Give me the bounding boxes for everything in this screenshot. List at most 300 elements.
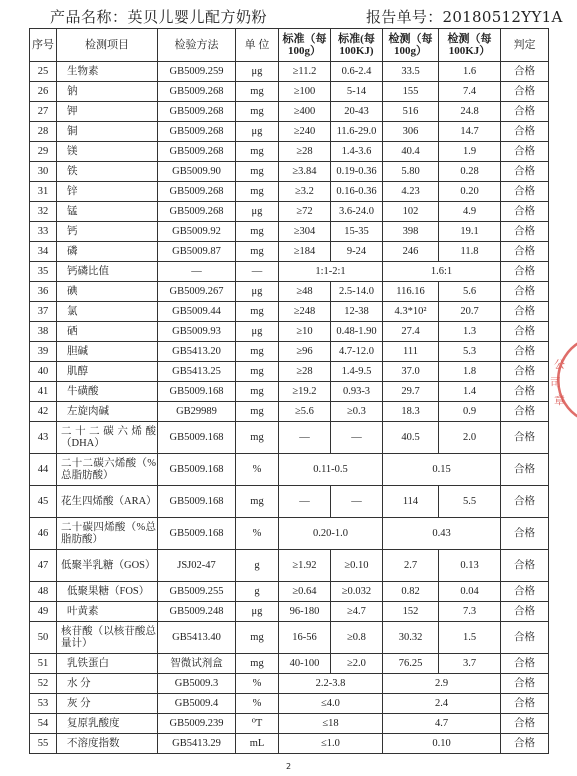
- cell-unit: mg: [236, 622, 279, 654]
- cell-detected-merged: 4.7: [383, 714, 501, 734]
- cell-method: GB5009.168: [158, 422, 236, 454]
- report-header: [0, 4, 577, 28]
- table-row: [30, 486, 549, 518]
- cell-std-100g: 40-100: [279, 654, 331, 674]
- table-row: [30, 582, 549, 602]
- table-row: [30, 322, 549, 342]
- cell-method: GB5413.25: [158, 362, 236, 382]
- cell-std-100kj: 20-43: [331, 102, 383, 122]
- cell-std-100kj: 0.93-3: [331, 382, 383, 402]
- cell-verdict: 合格: [501, 142, 549, 162]
- cell-seq: 34: [30, 242, 57, 262]
- cell-std-100kj: ≥0.10: [331, 550, 383, 582]
- table-row: [30, 734, 549, 754]
- cell-unit: %: [236, 518, 279, 550]
- cell-unit: mg: [236, 342, 279, 362]
- svg-text:司: 司: [550, 376, 561, 389]
- cell-std-100kj: 0.6-2.4: [331, 62, 383, 82]
- table-row: [30, 142, 549, 162]
- cell-method: GB5009.92: [158, 222, 236, 242]
- cell-std-100g: ≥184: [279, 242, 331, 262]
- cell-item: 不溶度指数: [57, 734, 158, 754]
- table-row: [30, 302, 549, 322]
- cell-item: 二十碳四烯酸（%总脂肪酸）: [57, 518, 158, 550]
- cell-unit: mL: [236, 734, 279, 754]
- cell-std-100kj: 1.4-3.6: [331, 142, 383, 162]
- cell-det-100kj: 1.9: [439, 142, 501, 162]
- cell-unit: mg: [236, 182, 279, 202]
- col-item: 检测项目: [57, 29, 158, 62]
- cell-unit: %: [236, 454, 279, 486]
- cell-verdict: 合格: [501, 122, 549, 142]
- cell-std-100g: ≥1.92: [279, 550, 331, 582]
- cell-method: GB5009.255: [158, 582, 236, 602]
- cell-method: —: [158, 262, 236, 282]
- cell-method: JSJ02-47: [158, 550, 236, 582]
- cell-standard-merged: 1:1-2:1: [279, 262, 383, 282]
- cell-seq: 45: [30, 486, 57, 518]
- cell-item: 叶黄素: [57, 602, 158, 622]
- cell-det-100g: 4.23: [383, 182, 439, 202]
- cell-std-100g: ≥10: [279, 322, 331, 342]
- cell-method: GB5413.20: [158, 342, 236, 362]
- cell-detected-merged: 2.4: [383, 694, 501, 714]
- cell-seq: 38: [30, 322, 57, 342]
- cell-det-100g: 102: [383, 202, 439, 222]
- cell-std-100kj: 3.6-24.0: [331, 202, 383, 222]
- cell-seq: 51: [30, 654, 57, 674]
- cell-std-100g: ≥0.64: [279, 582, 331, 602]
- cell-unit: mg: [236, 222, 279, 242]
- cell-method: GB5009.4: [158, 694, 236, 714]
- cell-seq: 42: [30, 402, 57, 422]
- cell-std-100g: ≥3.84: [279, 162, 331, 182]
- cell-std-100g: ≥304: [279, 222, 331, 242]
- cell-verdict: 合格: [501, 362, 549, 382]
- cell-standard-merged: ≤1.0: [279, 734, 383, 754]
- cell-method: GB5009.168: [158, 382, 236, 402]
- cell-det-100g: 114: [383, 486, 439, 518]
- cell-std-100kj: ≥0.8: [331, 622, 383, 654]
- cell-std-100g: ≥72: [279, 202, 331, 222]
- cell-seq: 26: [30, 82, 57, 102]
- cell-det-100g: 18.3: [383, 402, 439, 422]
- cell-unit: μg: [236, 282, 279, 302]
- cell-det-100kj: 14.7: [439, 122, 501, 142]
- cell-det-100kj: 0.20: [439, 182, 501, 202]
- col-det-100kj: 检测（每100KJ）: [439, 29, 501, 62]
- cell-detected-merged: 2.9: [383, 674, 501, 694]
- cell-method: GB5009.259: [158, 62, 236, 82]
- cell-std-100kj: 2.5-14.0: [331, 282, 383, 302]
- cell-det-100kj: 1.5: [439, 622, 501, 654]
- cell-verdict: 合格: [501, 694, 549, 714]
- cell-method: GB5009.3: [158, 674, 236, 694]
- cell-seq: 49: [30, 602, 57, 622]
- product-name: 产品名称：英贝儿婴儿配方奶粉: [50, 8, 268, 26]
- cell-seq: 44: [30, 454, 57, 486]
- cell-det-100g: 33.5: [383, 62, 439, 82]
- cell-standard-merged: 0.11-0.5: [279, 454, 383, 486]
- cell-std-100kj: ≥0.3: [331, 402, 383, 422]
- cell-det-100g: 398: [383, 222, 439, 242]
- cell-standard-merged: ≤4.0: [279, 694, 383, 714]
- cell-std-100g: ≥11.2: [279, 62, 331, 82]
- cell-verdict: 合格: [501, 182, 549, 202]
- col-unit: 单 位: [236, 29, 279, 62]
- cell-std-100kj: 4.7-12.0: [331, 342, 383, 362]
- cell-det-100g: 306: [383, 122, 439, 142]
- cell-det-100g: 30.32: [383, 622, 439, 654]
- cell-unit: mg: [236, 302, 279, 322]
- cell-detected-merged: 0.15: [383, 454, 501, 486]
- cell-item: 氯: [57, 302, 158, 322]
- cell-det-100g: 116.16: [383, 282, 439, 302]
- cell-det-100kj: 7.4: [439, 82, 501, 102]
- cell-det-100kj: 2.0: [439, 422, 501, 454]
- cell-seq: 40: [30, 362, 57, 382]
- cell-unit: mg: [236, 402, 279, 422]
- cell-std-100kj: 0.16-0.36: [331, 182, 383, 202]
- table-row: [30, 162, 549, 182]
- cell-std-100kj: ≥4.7: [331, 602, 383, 622]
- cell-item: 胆碱: [57, 342, 158, 362]
- cell-std-100g: ≥5.6: [279, 402, 331, 422]
- cell-det-100kj: 5.6: [439, 282, 501, 302]
- cell-method: GB29989: [158, 402, 236, 422]
- cell-item: 铁: [57, 162, 158, 182]
- cell-det-100kj: 1.8: [439, 362, 501, 382]
- cell-std-100kj: 9-24: [331, 242, 383, 262]
- cell-unit: %: [236, 674, 279, 694]
- cell-seq: 41: [30, 382, 57, 402]
- cell-item: 肌醇: [57, 362, 158, 382]
- table-row: [30, 202, 549, 222]
- cell-item: 钙磷比值: [57, 262, 158, 282]
- cell-method: GB5009.239: [158, 714, 236, 734]
- cell-unit: μg: [236, 122, 279, 142]
- svg-text:公: 公: [554, 358, 565, 371]
- cell-verdict: 合格: [501, 242, 549, 262]
- cell-det-100g: 76.25: [383, 654, 439, 674]
- col-std-100kj: 标准(每100KJ): [331, 29, 383, 62]
- cell-unit: μg: [236, 602, 279, 622]
- cell-det-100g: 37.0: [383, 362, 439, 382]
- cell-unit: ⁰T: [236, 714, 279, 734]
- cell-seq: 52: [30, 674, 57, 694]
- svg-text:章: 章: [554, 394, 565, 407]
- cell-method: GB5009.268: [158, 182, 236, 202]
- cell-item: 锰: [57, 202, 158, 222]
- cell-item: 硒: [57, 322, 158, 342]
- cell-unit: g: [236, 582, 279, 602]
- cell-seq: 28: [30, 122, 57, 142]
- cell-seq: 39: [30, 342, 57, 362]
- cell-det-100kj: 5.3: [439, 342, 501, 362]
- cell-std-100g: ≥96: [279, 342, 331, 362]
- cell-method: GB5009.93: [158, 322, 236, 342]
- cell-unit: μg: [236, 322, 279, 342]
- cell-detected-merged: 0.43: [383, 518, 501, 550]
- cell-seq: 37: [30, 302, 57, 322]
- cell-unit: mg: [236, 422, 279, 454]
- table-row: [30, 454, 549, 486]
- cell-verdict: 合格: [501, 322, 549, 342]
- cell-std-100g: ≥100: [279, 82, 331, 102]
- cell-seq: 32: [30, 202, 57, 222]
- cell-seq: 33: [30, 222, 57, 242]
- cell-method: 智微试剂盒: [158, 654, 236, 674]
- cell-method: GB5009.268: [158, 122, 236, 142]
- cell-std-100kj: ≥0.032: [331, 582, 383, 602]
- cell-unit: mg: [236, 362, 279, 382]
- cell-unit: g: [236, 550, 279, 582]
- cell-item: 花生四烯酸（ARA）: [57, 486, 158, 518]
- col-seq: 序号: [30, 29, 57, 62]
- cell-std-100kj: 15-35: [331, 222, 383, 242]
- table-row: [30, 654, 549, 674]
- table-row: [30, 382, 549, 402]
- table-row: [30, 242, 549, 262]
- cell-std-100g: —: [279, 422, 331, 454]
- cell-det-100kj: 1.6: [439, 62, 501, 82]
- cell-det-100g: 246: [383, 242, 439, 262]
- cell-method: GB5009.268: [158, 142, 236, 162]
- cell-verdict: 合格: [501, 282, 549, 302]
- cell-item: 生物素: [57, 62, 158, 82]
- cell-verdict: 合格: [501, 102, 549, 122]
- cell-verdict: 合格: [501, 602, 549, 622]
- cell-seq: 54: [30, 714, 57, 734]
- cell-item: 锌: [57, 182, 158, 202]
- cell-method: GB5009.267: [158, 282, 236, 302]
- cell-verdict: 合格: [501, 734, 549, 754]
- cell-method: GB5009.168: [158, 454, 236, 486]
- cell-std-100g: ≥3.2: [279, 182, 331, 202]
- cell-verdict: 合格: [501, 342, 549, 362]
- cell-det-100kj: 3.7: [439, 654, 501, 674]
- cell-verdict: 合格: [501, 302, 549, 322]
- cell-method: GB5009.268: [158, 102, 236, 122]
- cell-detected-merged: 1.6:1: [383, 262, 501, 282]
- cell-verdict: 合格: [501, 222, 549, 242]
- cell-std-100g: 16-56: [279, 622, 331, 654]
- cell-seq: 35: [30, 262, 57, 282]
- cell-verdict: 合格: [501, 262, 549, 282]
- table-row: [30, 714, 549, 734]
- cell-seq: 30: [30, 162, 57, 182]
- cell-seq: 46: [30, 518, 57, 550]
- cell-item: 核苷酸（以核苷酸总量计）: [57, 622, 158, 654]
- table-row: [30, 362, 549, 382]
- cell-method: GB5009.268: [158, 202, 236, 222]
- cell-item: 铜: [57, 122, 158, 142]
- cell-unit: mg: [236, 486, 279, 518]
- cell-verdict: 合格: [501, 654, 549, 674]
- cell-verdict: 合格: [501, 422, 549, 454]
- cell-item: 复原乳酸度: [57, 714, 158, 734]
- cell-std-100g: 96-180: [279, 602, 331, 622]
- cell-method: GB5009.168: [158, 486, 236, 518]
- cell-seq: 27: [30, 102, 57, 122]
- cell-method: GB5009.90: [158, 162, 236, 182]
- cell-std-100kj: 5-14: [331, 82, 383, 102]
- cell-item: 二十二碳六烯酸（DHA）: [57, 422, 158, 454]
- cell-item: 钠: [57, 82, 158, 102]
- cell-std-100kj: ≥2.0: [331, 654, 383, 674]
- cell-det-100kj: 5.5: [439, 486, 501, 518]
- cell-seq: 31: [30, 182, 57, 202]
- cell-std-100kj: 11.6-29.0: [331, 122, 383, 142]
- page-number: 2: [286, 762, 292, 771]
- cell-method: GB5009.248: [158, 602, 236, 622]
- cell-item: 磷: [57, 242, 158, 262]
- cell-seq: 48: [30, 582, 57, 602]
- table-row: [30, 122, 549, 142]
- cell-unit: %: [236, 694, 279, 714]
- cell-seq: 29: [30, 142, 57, 162]
- table-row: [30, 402, 549, 422]
- cell-verdict: 合格: [501, 486, 549, 518]
- cell-seq: 53: [30, 694, 57, 714]
- cell-std-100kj: 1.4-9.5: [331, 362, 383, 382]
- cell-method: GB5009.87: [158, 242, 236, 262]
- cell-seq: 43: [30, 422, 57, 454]
- cell-item: 灰 分: [57, 694, 158, 714]
- cell-verdict: 合格: [501, 622, 549, 654]
- cell-det-100g: 516: [383, 102, 439, 122]
- table-row: [30, 674, 549, 694]
- cell-std-100kj: 12-38: [331, 302, 383, 322]
- table-row: [30, 182, 549, 202]
- cell-verdict: 合格: [501, 674, 549, 694]
- cell-std-100g: —: [279, 486, 331, 518]
- cell-unit: mg: [236, 102, 279, 122]
- table-row: [30, 518, 549, 550]
- test-results-table: [29, 28, 549, 754]
- cell-unit: μg: [236, 62, 279, 82]
- cell-unit: mg: [236, 382, 279, 402]
- table-row: [30, 102, 549, 122]
- col-std-100g: 标准（每100g）: [279, 29, 331, 62]
- cell-det-100g: 27.4: [383, 322, 439, 342]
- cell-verdict: 合格: [501, 62, 549, 82]
- cell-det-100kj: 1.3: [439, 322, 501, 342]
- cell-det-100kj: 20.7: [439, 302, 501, 322]
- cell-item: 水 分: [57, 674, 158, 694]
- cell-std-100g: ≥48: [279, 282, 331, 302]
- cell-item: 钙: [57, 222, 158, 242]
- cell-seq: 36: [30, 282, 57, 302]
- cell-det-100kj: 1.4: [439, 382, 501, 402]
- col-method: 检验方法: [158, 29, 236, 62]
- cell-verdict: 合格: [501, 162, 549, 182]
- cell-det-100kj: 4.9: [439, 202, 501, 222]
- cell-det-100g: 5.80: [383, 162, 439, 182]
- cell-std-100kj: —: [331, 422, 383, 454]
- cell-verdict: 合格: [501, 82, 549, 102]
- cell-verdict: 合格: [501, 202, 549, 222]
- cell-detected-merged: 0.10: [383, 734, 501, 754]
- cell-verdict: 合格: [501, 714, 549, 734]
- cell-det-100kj: 0.13: [439, 550, 501, 582]
- cell-det-100g: 155: [383, 82, 439, 102]
- table-row: [30, 550, 549, 582]
- table-row: [30, 82, 549, 102]
- cell-verdict: 合格: [501, 454, 549, 486]
- cell-unit: mg: [236, 242, 279, 262]
- cell-unit: mg: [236, 162, 279, 182]
- cell-verdict: 合格: [501, 582, 549, 602]
- table-row: [30, 342, 549, 362]
- cell-det-100g: 40.4: [383, 142, 439, 162]
- cell-det-100kj: 0.9: [439, 402, 501, 422]
- cell-det-100g: 152: [383, 602, 439, 622]
- cell-det-100kj: 0.28: [439, 162, 501, 182]
- cell-standard-merged: 0.20-1.0: [279, 518, 383, 550]
- cell-item: 牛磺酸: [57, 382, 158, 402]
- table-row: [30, 602, 549, 622]
- cell-verdict: 合格: [501, 518, 549, 550]
- cell-det-100kj: 11.8: [439, 242, 501, 262]
- cell-item: 乳铁蛋白: [57, 654, 158, 674]
- cell-item: 碘: [57, 282, 158, 302]
- cell-std-100kj: —: [331, 486, 383, 518]
- cell-det-100kj: 0.04: [439, 582, 501, 602]
- report-number: 报告单号：20180512YY1A: [366, 8, 563, 26]
- cell-std-100g: ≥28: [279, 142, 331, 162]
- cell-unit: —: [236, 262, 279, 282]
- cell-seq: 25: [30, 62, 57, 82]
- col-verdict: 判定: [501, 29, 549, 62]
- cell-item: 低聚半乳糖（GOS）: [57, 550, 158, 582]
- cell-item: 左旋肉碱: [57, 402, 158, 422]
- cell-unit: μg: [236, 202, 279, 222]
- cell-method: GB5009.268: [158, 82, 236, 102]
- cell-item: 钾: [57, 102, 158, 122]
- cell-item: 低聚果糖（FOS）: [57, 582, 158, 602]
- cell-method: GB5413.29: [158, 734, 236, 754]
- table-row: [30, 262, 549, 282]
- cell-det-100g: 4.3*10²: [383, 302, 439, 322]
- cell-std-100g: ≥240: [279, 122, 331, 142]
- cell-det-100kj: 7.3: [439, 602, 501, 622]
- cell-det-100g: 111: [383, 342, 439, 362]
- company-seal: [540, 338, 577, 422]
- col-det-100g: 检测（每100g）: [383, 29, 439, 62]
- cell-det-100g: 0.82: [383, 582, 439, 602]
- cell-unit: mg: [236, 654, 279, 674]
- table-row: [30, 422, 549, 454]
- cell-unit: mg: [236, 82, 279, 102]
- cell-method: GB5413.40: [158, 622, 236, 654]
- cell-verdict: 合格: [501, 550, 549, 582]
- cell-det-100g: 2.7: [383, 550, 439, 582]
- table-row: [30, 694, 549, 714]
- cell-std-100g: ≥248: [279, 302, 331, 322]
- cell-item: 二十二碳六烯酸（%总脂肪酸）: [57, 454, 158, 486]
- cell-det-100g: 40.5: [383, 422, 439, 454]
- cell-method: GB5009.168: [158, 518, 236, 550]
- cell-standard-merged: ≤18: [279, 714, 383, 734]
- table-row: [30, 62, 549, 82]
- table-row: [30, 282, 549, 302]
- cell-seq: 50: [30, 622, 57, 654]
- table-row: [30, 222, 549, 242]
- cell-verdict: 合格: [501, 402, 549, 422]
- cell-std-100kj: 0.48-1.90: [331, 322, 383, 342]
- table-row: [30, 622, 549, 654]
